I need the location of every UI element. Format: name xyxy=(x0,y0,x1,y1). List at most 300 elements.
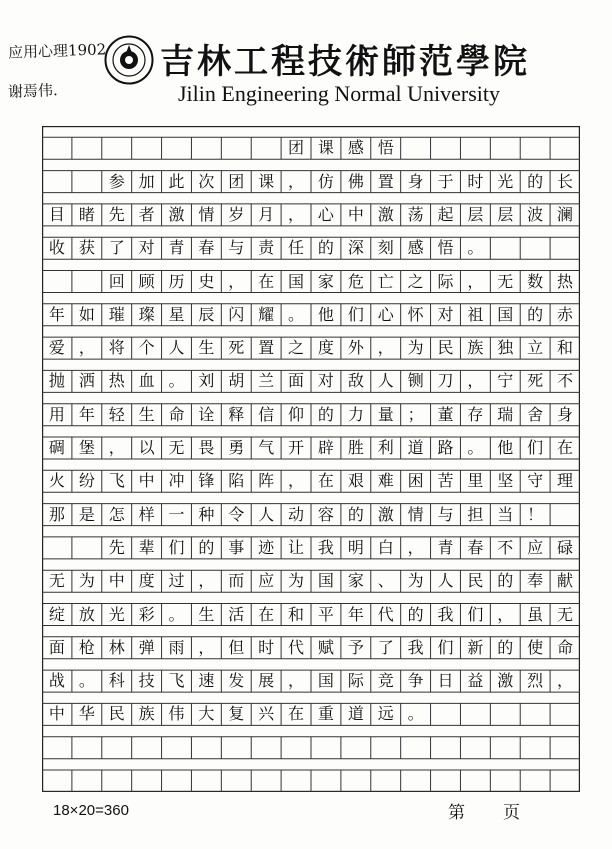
essay-character: ， xyxy=(108,438,125,457)
essay-character: ， xyxy=(198,571,215,591)
essay-character: 开 xyxy=(288,438,305,457)
essay-character: 仰 xyxy=(288,404,305,424)
essay-character: 容 xyxy=(317,504,334,524)
essay-character: 的 xyxy=(347,504,364,524)
essay-character: 亡 xyxy=(377,271,394,291)
essay-character: 年 xyxy=(48,304,65,324)
essay-character: 敌 xyxy=(347,371,364,391)
essay-character: 刻 xyxy=(377,238,394,258)
essay-character: 雨 xyxy=(168,637,185,657)
essay-character: 他 xyxy=(497,438,514,457)
page-number-label xyxy=(448,798,558,823)
essay-grid xyxy=(42,126,580,792)
essay-character: 在 xyxy=(288,704,305,724)
essay-character: 抛 xyxy=(48,371,65,391)
essay-character: ！ xyxy=(527,504,544,524)
essay-character: ， xyxy=(557,671,574,691)
essay-character: 荡 xyxy=(407,204,424,224)
essay-character: 的 xyxy=(527,171,544,191)
essay-character: 董 xyxy=(437,404,454,424)
essay-character: 回 xyxy=(108,271,125,291)
essay-row xyxy=(42,337,580,359)
essay-row xyxy=(42,171,580,193)
essay-character: ， xyxy=(467,271,484,291)
essay-character: 个 xyxy=(138,338,155,358)
essay-character: 和 xyxy=(288,604,305,624)
essay-character: 将 xyxy=(108,338,125,358)
essay-character: 先 xyxy=(108,204,125,224)
essay-character: 年 xyxy=(78,404,95,424)
essay-character: 气 xyxy=(258,438,275,457)
essay-character: 放 xyxy=(78,604,95,624)
essay-character: 的 xyxy=(317,404,334,424)
essay-character: 国 xyxy=(497,304,514,324)
essay-character: 飞 xyxy=(168,671,185,691)
essay-character: ， xyxy=(228,271,245,291)
essay-character: 了 xyxy=(108,238,125,258)
essay-character: 危 xyxy=(347,271,364,291)
essay-character: 置 xyxy=(258,338,275,358)
essay-row xyxy=(42,504,580,526)
essay-character: 国 xyxy=(288,271,305,291)
essay-character: 中 xyxy=(138,471,155,491)
essay-character: 于 xyxy=(437,171,454,191)
essay-character: 身 xyxy=(407,171,424,191)
essay-character: 史 xyxy=(198,271,215,291)
essay-character: 的 xyxy=(497,637,514,657)
essay-character: 生 xyxy=(198,604,215,624)
essay-character: 光 xyxy=(108,604,125,624)
essay-character: 收 xyxy=(48,238,65,258)
essay-character: 辈 xyxy=(138,537,155,557)
school-name-chinese: 吉林工程技術師范學院 xyxy=(160,42,530,82)
essay-character: 火 xyxy=(48,471,65,491)
essay-character: 际 xyxy=(347,671,364,691)
essay-character: 和 xyxy=(557,338,574,358)
essay-character: 人 xyxy=(168,338,185,358)
essay-character: 与 xyxy=(437,504,454,524)
essay-row xyxy=(42,570,580,592)
essay-character: 闪 xyxy=(228,304,245,324)
essay-character: 。 xyxy=(467,238,484,258)
essay-character: ， xyxy=(407,537,424,557)
essay-character: 青 xyxy=(168,238,185,258)
essay-character: 悟 xyxy=(377,138,394,158)
essay-character: 。 xyxy=(168,371,185,391)
essay-character: 情 xyxy=(198,204,215,224)
essay-row xyxy=(42,271,580,293)
essay-character: 轻 xyxy=(108,404,125,424)
essay-character: 感 xyxy=(347,138,364,158)
essay-character: 兰 xyxy=(258,371,275,391)
essay-row xyxy=(42,770,580,792)
essay-character: 数 xyxy=(527,271,544,291)
essay-character: 璨 xyxy=(138,304,155,324)
essay-character: 烈 xyxy=(527,671,544,691)
essay-character: 情 xyxy=(407,504,424,524)
essay-character: 睹 xyxy=(78,204,95,224)
essay-character: 辟 xyxy=(317,438,334,457)
essay-character: 陷 xyxy=(228,471,245,491)
essay-row xyxy=(42,470,580,492)
essay-character: 家 xyxy=(317,271,334,291)
essay-character: 日 xyxy=(437,671,454,691)
essay-character: 益 xyxy=(467,671,484,691)
essay-character: 大 xyxy=(198,704,215,724)
essay-character: 里 xyxy=(467,471,484,491)
essay-character: 命 xyxy=(557,637,574,657)
essay-character: 外 xyxy=(347,338,364,358)
essay-character: 锋 xyxy=(198,471,215,491)
essay-character: ， xyxy=(198,637,215,657)
essay-character: 的 xyxy=(497,571,514,591)
essay-character: 阵 xyxy=(258,471,275,491)
essay-character: 担 xyxy=(467,504,484,524)
essay-character: 弹 xyxy=(138,637,155,657)
essay-character: 波 xyxy=(527,204,544,224)
essay-character: 历 xyxy=(168,271,185,291)
essay-character: 代 xyxy=(377,604,394,624)
essay-character: ， xyxy=(288,204,305,224)
essay-character: 热 xyxy=(557,271,574,291)
essay-character: 春 xyxy=(198,238,215,258)
essay-character: 者 xyxy=(138,204,155,224)
essay-character: 远 xyxy=(377,704,394,724)
essay-character: 族 xyxy=(138,704,155,724)
essay-character: 展 xyxy=(258,671,275,691)
essay-character: 激 xyxy=(377,504,394,524)
essay-character: 激 xyxy=(497,671,514,691)
essay-character: 纷 xyxy=(78,471,95,491)
essay-character: 使 xyxy=(527,637,544,657)
essay-character: 一 xyxy=(168,504,185,524)
essay-row xyxy=(42,737,580,759)
essay-character: 民 xyxy=(108,704,125,724)
essay-character: 任 xyxy=(288,238,305,258)
essay-character: 应 xyxy=(527,537,544,557)
essay-character: 人 xyxy=(258,504,275,524)
essay-character: 那 xyxy=(48,504,65,524)
essay-character: 耀 xyxy=(258,304,275,324)
essay-character: 无 xyxy=(557,604,574,624)
essay-character: 样 xyxy=(138,504,155,524)
essay-character: 困 xyxy=(407,471,424,491)
essay-row xyxy=(42,304,580,326)
essay-character: 瑞 xyxy=(497,404,514,424)
essay-character: 中 xyxy=(48,704,65,724)
essay-character: 人 xyxy=(437,571,454,591)
essay-character: 团 xyxy=(228,171,245,191)
essay-character: 此 xyxy=(168,171,185,191)
essay-character: 长 xyxy=(557,171,574,191)
essay-character: 伟 xyxy=(168,704,185,724)
essay-character: 之 xyxy=(407,271,424,291)
essay-character: 命 xyxy=(168,404,185,424)
essay-character: 无 xyxy=(497,271,514,291)
essay-character: 的 xyxy=(198,537,215,557)
essay-character: ； xyxy=(407,404,424,424)
essay-character: 对 xyxy=(317,371,334,391)
essay-character: 为 xyxy=(407,571,424,591)
essay-character: 层 xyxy=(497,204,514,224)
essay-character: 胜 xyxy=(347,438,364,457)
essay-character: 。 xyxy=(407,704,424,724)
essay-character: 如 xyxy=(78,304,95,324)
essay-character: 获 xyxy=(78,238,95,258)
essay-character: 心 xyxy=(377,304,394,324)
essay-character: 艰 xyxy=(347,471,364,491)
essay-character: ， xyxy=(78,338,95,358)
essay-character: 胡 xyxy=(228,371,245,391)
essay-character: 道 xyxy=(407,438,424,457)
essay-character: 次 xyxy=(198,171,215,191)
essay-character: 技 xyxy=(138,671,155,691)
essay-character: 们 xyxy=(527,438,544,457)
essay-character: 赤 xyxy=(557,304,574,324)
essay-character: 为 xyxy=(78,571,95,591)
essay-character: 用 xyxy=(48,404,65,424)
essay-character: 激 xyxy=(377,204,394,224)
essay-character: 坚 xyxy=(497,471,514,491)
essay-character: 怎 xyxy=(108,504,125,524)
essay-character: 无 xyxy=(168,438,185,457)
essay-character: 科 xyxy=(108,671,125,691)
essay-character: 春 xyxy=(467,537,484,557)
essay-character: 种 xyxy=(198,504,215,524)
essay-row xyxy=(42,637,580,659)
essay-character: 飞 xyxy=(108,471,125,491)
university-seal-icon xyxy=(104,35,154,85)
essay-character: 对 xyxy=(138,238,155,258)
essay-character: 道 xyxy=(347,704,364,724)
essay-character: 中 xyxy=(347,204,364,224)
essay-character: 岁 xyxy=(228,204,245,224)
essay-character: 血 xyxy=(138,371,155,391)
essay-row xyxy=(42,137,580,159)
essay-character: 国 xyxy=(317,671,334,691)
essay-character: 信 xyxy=(258,404,275,424)
essay-character: 祖 xyxy=(467,304,484,324)
essay-character: 中 xyxy=(108,571,125,591)
essay-character: 迹 xyxy=(258,537,275,557)
essay-character: 赋 xyxy=(317,637,334,657)
essay-character: 为 xyxy=(288,571,305,591)
essay-character: 年 xyxy=(347,604,364,624)
essay-character: 在 xyxy=(317,471,334,491)
essay-character: 在 xyxy=(557,438,574,457)
essay-character: ， xyxy=(377,338,394,358)
essay-character: 课 xyxy=(258,171,275,191)
essay-character: 量 xyxy=(377,404,394,424)
essay-character: 生 xyxy=(138,404,155,424)
essay-character: 人 xyxy=(377,371,394,391)
essay-character: ， xyxy=(288,671,305,691)
essay-character: 面 xyxy=(288,371,305,391)
essay-character: 在 xyxy=(258,271,275,291)
essay-row xyxy=(42,604,580,626)
essay-character: ， xyxy=(288,471,305,491)
school-name-english: Jilin Engineering Normal University xyxy=(178,81,500,106)
essay-character: 释 xyxy=(228,404,245,424)
essay-character: 们 xyxy=(168,537,185,557)
essay-character: 族 xyxy=(467,338,484,358)
essay-character: ， xyxy=(467,371,484,391)
essay-character: 团 xyxy=(288,138,305,158)
essay-character: 为 xyxy=(407,338,424,358)
essay-character: 虽 xyxy=(527,604,544,624)
essay-character: 舍 xyxy=(527,404,544,424)
essay-character: 深 xyxy=(347,238,364,258)
essay-character: 竞 xyxy=(377,671,394,691)
essay-character: 是 xyxy=(78,504,95,524)
essay-character: 复 xyxy=(228,704,245,724)
essay-character: 应 xyxy=(258,571,275,591)
essay-character: 起 xyxy=(437,204,454,224)
essay-character: 在 xyxy=(258,604,275,624)
essay-character: 激 xyxy=(168,204,185,224)
essay-row xyxy=(42,370,580,392)
essay-character: 责 xyxy=(258,238,275,258)
essay-character: 难 xyxy=(377,471,394,491)
essay-character: 理 xyxy=(557,471,574,491)
essay-character: 力 xyxy=(347,404,364,424)
essay-character: 青 xyxy=(437,537,454,557)
essay-character: 存 xyxy=(467,404,484,424)
essay-character: 我 xyxy=(317,537,334,557)
essay-character: 。 xyxy=(168,604,185,624)
essay-row xyxy=(42,670,580,692)
essay-character: 国 xyxy=(317,571,334,591)
essay-character: 的 xyxy=(407,604,424,624)
essay-character: 立 xyxy=(527,338,544,358)
essay-character: 参 xyxy=(108,171,125,191)
essay-character: 而 xyxy=(228,571,245,591)
essay-character: 铡 xyxy=(407,371,424,391)
essay-character: 明 xyxy=(347,537,364,557)
essay-character: 重 xyxy=(317,704,334,724)
essay-character: 争 xyxy=(407,671,424,691)
essay-character: 了 xyxy=(377,637,394,657)
essay-character: 枪 xyxy=(78,637,95,657)
essay-character: 置 xyxy=(377,171,394,191)
essay-character: 予 xyxy=(347,637,364,657)
essay-character: 的 xyxy=(527,304,544,324)
essay-character: 当 xyxy=(497,504,514,524)
essay-character: 爱 xyxy=(48,338,65,358)
essay-character: 们 xyxy=(437,637,454,657)
essay-character: 我 xyxy=(437,604,454,624)
essay-character: 宁 xyxy=(497,371,514,391)
essay-character: 心 xyxy=(317,204,334,224)
essay-character: 兴 xyxy=(258,704,275,724)
page-label-prefix: 第 xyxy=(448,803,465,823)
handwritten-class-note: 应用心理1902 xyxy=(7,40,107,62)
essay-character: 刀 xyxy=(437,371,454,391)
essay-character: 平 xyxy=(317,604,334,624)
essay-character: 碉 xyxy=(48,438,65,457)
essay-character: 勇 xyxy=(228,438,245,457)
essay-character: 璀 xyxy=(108,304,125,324)
essay-character: 事 xyxy=(228,537,245,557)
essay-character: 家 xyxy=(347,571,364,591)
essay-character: 加 xyxy=(138,171,155,191)
essay-character: 际 xyxy=(437,271,454,291)
essay-character: 课 xyxy=(317,138,334,158)
essay-character: 。 xyxy=(78,671,95,691)
page-label-suffix: 页 xyxy=(503,803,520,823)
essay-character: 白 xyxy=(377,537,394,557)
essay-character: 我 xyxy=(407,637,424,657)
essay-character: 战 xyxy=(48,671,65,691)
essay-character: 利 xyxy=(377,438,394,457)
essay-character: 光 xyxy=(497,171,514,191)
essay-character: 。 xyxy=(288,304,305,324)
essay-character: 度 xyxy=(317,338,334,358)
essay-character: 民 xyxy=(467,571,484,591)
essay-character: 感 xyxy=(407,238,424,258)
essay-character: 守 xyxy=(527,471,544,491)
essay-character: 令 xyxy=(228,504,245,524)
essay-character: 澜 xyxy=(557,204,574,224)
essay-character: 活 xyxy=(228,604,245,624)
essay-character: 死 xyxy=(228,338,245,358)
handwritten-author-name: 谢焉伟. xyxy=(7,81,59,101)
essay-character: 路 xyxy=(437,438,454,457)
essay-character: 、 xyxy=(377,571,394,591)
essay-character: 绽 xyxy=(48,604,65,624)
essay-character: 星 xyxy=(168,304,185,324)
essay-character: 们 xyxy=(467,604,484,624)
essay-character: 发 xyxy=(228,671,245,691)
essay-row xyxy=(42,237,580,259)
essay-character: 时 xyxy=(467,171,484,191)
essay-character: 独 xyxy=(497,338,514,358)
essay-character: 畏 xyxy=(198,438,215,457)
essay-character: 的 xyxy=(317,238,334,258)
essay-character: ， xyxy=(497,604,514,624)
essay-character: 层 xyxy=(467,204,484,224)
essay-character: 刘 xyxy=(198,371,215,391)
essay-character: 以 xyxy=(138,438,155,457)
essay-character: 让 xyxy=(288,537,305,557)
essay-character: 无 xyxy=(48,571,65,591)
essay-character: 过 xyxy=(168,571,185,591)
essay-character: 苦 xyxy=(437,471,454,491)
essay-character: 对 xyxy=(437,304,454,324)
essay-character: 不 xyxy=(497,537,514,557)
essay-character: 林 xyxy=(108,637,125,657)
essay-character: 时 xyxy=(258,637,275,657)
essay-character: 佛 xyxy=(347,171,364,191)
essay-character: 身 xyxy=(557,404,574,424)
essay-character: 们 xyxy=(347,304,364,324)
essay-character: 之 xyxy=(288,338,305,358)
essay-character: 诠 xyxy=(198,404,215,424)
essay-character: 华 xyxy=(78,704,95,724)
essay-character: 辰 xyxy=(198,304,215,324)
essay-character: 动 xyxy=(288,504,305,524)
essay-character: 热 xyxy=(108,371,125,391)
essay-character: 冲 xyxy=(168,471,185,491)
essay-character: 面 xyxy=(48,637,65,657)
grid-lines xyxy=(42,126,580,792)
essay-character: 速 xyxy=(198,671,215,691)
essay-character: 仿 xyxy=(317,171,334,191)
essay-character: 但 xyxy=(228,637,245,657)
essay-character: 代 xyxy=(288,637,305,657)
essay-character: 与 xyxy=(228,238,245,258)
essay-character: 堡 xyxy=(78,438,95,457)
